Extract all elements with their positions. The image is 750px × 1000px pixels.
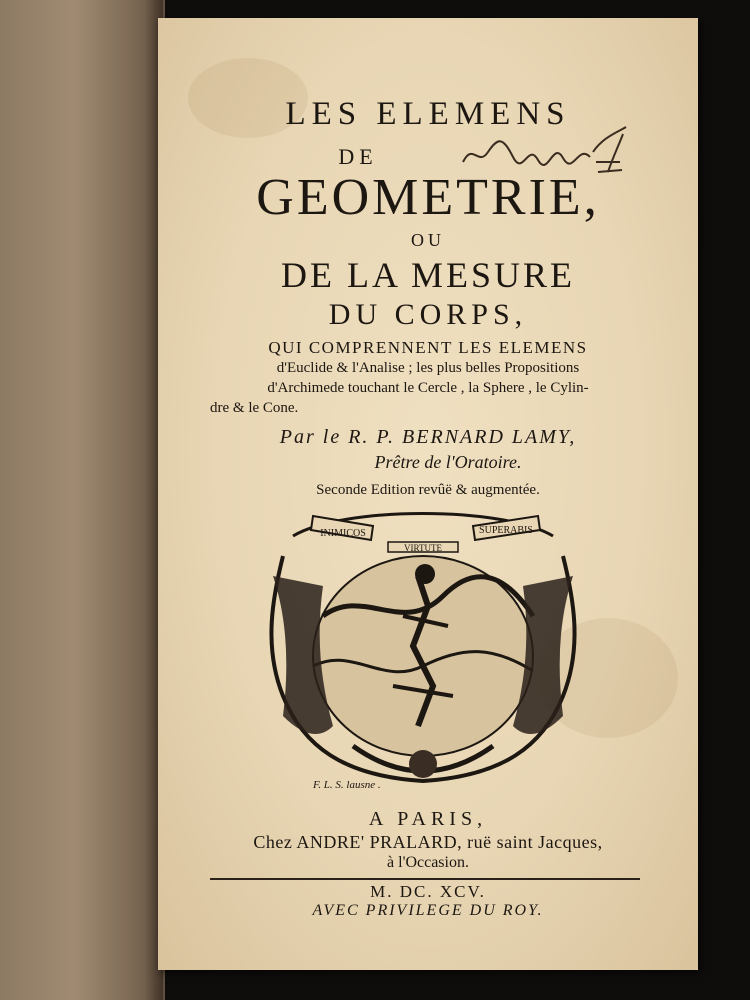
imprint-address: à l'Occasion. [387,854,469,871]
imprint-place: A PARIS, [368,808,488,830]
subtitle-line-2: d'Euclide & l'Analise ; les plus belles Propositions [276,360,580,376]
author-role: Prêtre de l'Oratoire. [374,452,522,472]
title-de: DE [338,144,378,169]
subtitle-line-4: dre & le Cone. [210,400,299,416]
author-line: Par le R. P. BERNARD LAMY, [279,426,577,448]
banner-right-text: SUPERABIS [479,525,533,536]
title-mesure: DE LA MESURE [280,255,575,295]
imprint-publisher: Chez ANDRE' PRALARD, ruë saint Jacques, [253,832,603,852]
title-line-1: LES ELEMENS [285,96,571,132]
imprint-privilege: AVEC PRIVILEGE DU ROY. [312,902,544,919]
subtitle-line-3: d'Archimede touchant le Cercle , la Sphere , le Cylin- [267,380,589,396]
banner-left-text: INIMICOS [320,528,366,539]
imprint-rule [210,878,640,880]
title-ou: OU [411,230,445,250]
engraver-signature: F. L. S. lausne . [313,779,381,791]
title-geometrie: GEOMETRIE, [256,169,600,226]
printers-device-vignette [253,496,593,792]
title-page [158,18,698,970]
imprint-date: M. DC. XCV. [370,882,486,901]
banner-center-text: VIRTUTE [404,543,442,553]
edition-note: Seconde Edition revûë & augmentée. [316,482,540,498]
subtitle-line-1: QUI COMPRENNENT LES ELEMENS [268,338,588,357]
title-corps: DU CORPS, [328,298,528,331]
